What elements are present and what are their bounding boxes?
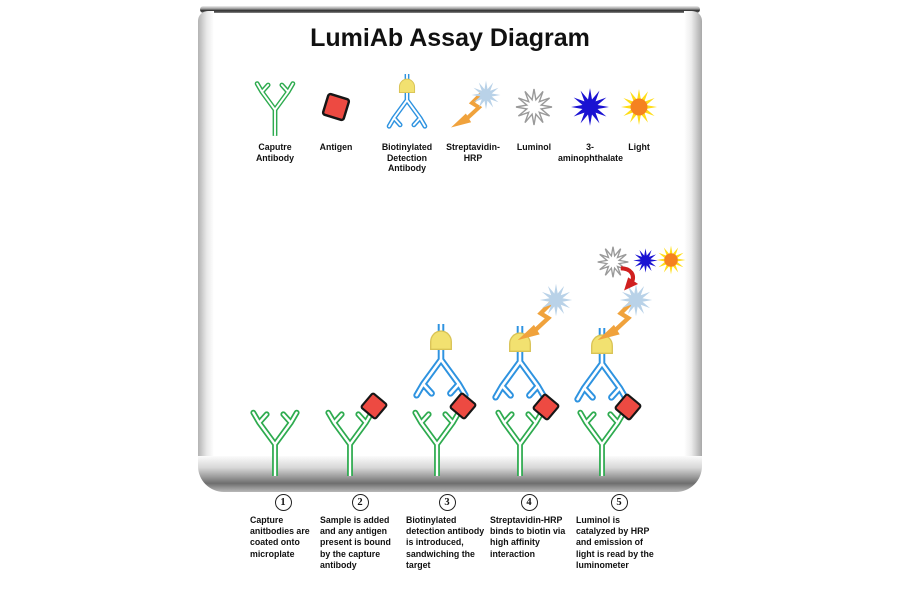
aminophthalate-icon (558, 76, 622, 138)
legend-item-luminol (508, 76, 560, 153)
stage1-capture-antibody (248, 406, 302, 476)
legend-item-antigen (305, 76, 367, 153)
legend-item-3-aminophthalate (558, 76, 622, 163)
biotinylated-detection-antibody-icon (368, 76, 446, 138)
antigen-icon (305, 76, 367, 138)
step-text: Sample is added and any antigen present is bound by the capture antibody (320, 515, 391, 570)
step-text: Biotinylated detection antibody is introduced, sandwiching the target (406, 515, 485, 570)
light-icon (616, 76, 662, 138)
legend-label: Luminol (516, 142, 552, 152)
legend-item-streptavidin-hrp (438, 76, 508, 163)
step-2 (320, 494, 400, 571)
microplate-right-edge (684, 11, 702, 463)
capture-antibody-icon (240, 76, 310, 138)
stage4-streptavidin-hrp (510, 282, 574, 344)
stage5-light (655, 244, 687, 276)
legend-label: Biotinylated Detection Antibody (381, 142, 433, 173)
streptavidin-hrp-icon (438, 76, 508, 138)
step-3 (406, 494, 488, 571)
page-title: LumiAb Assay Diagram (310, 24, 590, 52)
step-number: 1 (275, 494, 292, 511)
legend-item-biotinylated-detection-antibody (368, 76, 446, 174)
luminol-icon (508, 76, 560, 138)
legend-item-capture-antibody (240, 76, 310, 163)
step-5 (576, 494, 662, 571)
legend-label: Antigen (319, 142, 353, 152)
step-text: Capture anitbodies are coated onto microplate (250, 515, 310, 559)
step-text: Luminol is catalyzed by HRP and emission of light is read by the luminometer (576, 515, 654, 570)
step-1 (250, 494, 316, 560)
legend-item-light (616, 76, 662, 153)
legend-label: Light (628, 142, 650, 152)
step-number: 5 (611, 494, 628, 511)
step-4 (490, 494, 568, 560)
legend-label: Caputre Antibody (255, 142, 295, 163)
step-text: Streptavidin-HRP binds to biotin via high affinity interaction (490, 515, 566, 559)
step-number: 2 (352, 494, 369, 511)
legend-label: Streptavidin-HRP (446, 142, 500, 163)
step-number: 4 (521, 494, 538, 511)
step-number: 3 (439, 494, 456, 511)
legend-label: 3-aminophthalate (558, 142, 624, 163)
microplate-top-edge (200, 6, 700, 13)
microplate-left-edge (198, 11, 214, 463)
